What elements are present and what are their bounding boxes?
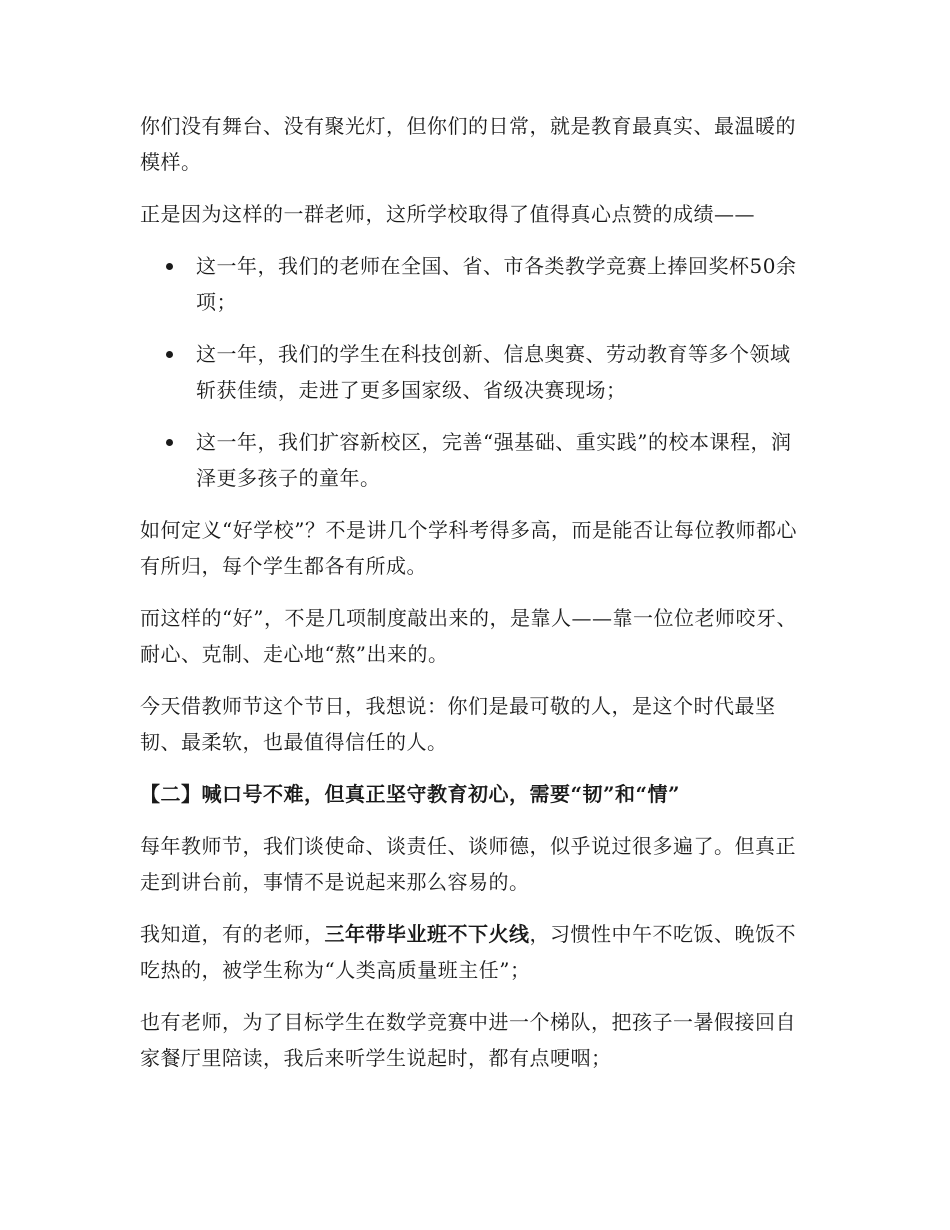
- paragraph: 也有老师，为了目标学生在数学竞赛中进一个梯队，把孩子一暑假接回自家餐厅里陪读，我后来听学生说起时，都有点哽咽；: [140, 1010, 796, 1070]
- paragraph: 而这样的“好”，不是几项制度敲出来的，是靠人——靠一位位老师咬牙、耐心、克制、走心地“熬”出来的。: [140, 606, 797, 666]
- list-item: [140, 248, 810, 320]
- bullet-icon: [166, 263, 173, 270]
- paragraph: 如何定义“好学校”？不是讲几个学科考得多高，而是能否让每位教师都心有所归，每个学生都各有所成。: [140, 518, 797, 578]
- paragraph: 你们没有舞台、没有聚光灯，但你们的日常，就是教育最真实、最温暖的模样。: [140, 114, 796, 174]
- section-heading: 【二】喊口号不难，但真正坚守教育初心，需要“韧”和“情”: [140, 782, 681, 806]
- list-item-text: 这一年，我们的学生在科技创新、信息奥赛、劳动教育等多个领域斩获佳绩，走进了更多国家级、省级决赛现场；: [196, 342, 791, 402]
- paragraph-text: 我知道，有的老师，: [140, 922, 325, 946]
- paragraph: [140, 916, 810, 988]
- paragraph: 每年教师节，我们谈使命、谈责任、谈师德，似乎说过很多遍了。但真正走到讲台前，事情不是说起来那么容易的。: [140, 834, 796, 894]
- document-page: [140, 108, 810, 1092]
- bullet-icon: [166, 439, 173, 446]
- paragraph: 正是因为这样的一群老师，这所学校取得了值得真心点赞的成绩——: [140, 202, 755, 226]
- list-item: [140, 336, 810, 408]
- achievement-list: [140, 248, 810, 496]
- list-item-text: 这一年，我们的老师在全国、省、市各类教学竞赛上捧回奖杯50余项；: [196, 254, 797, 314]
- paragraph: 今天借教师节这个节日，我想说：你们是最可敬的人，是这个时代最坚韧、最柔软，也最值得信任的人。: [140, 694, 776, 754]
- paragraph-text: ，习惯性中午不吃饭、晚饭不吃热的，被学生称为“人类高质量班主任”；: [140, 922, 796, 982]
- emphasized-text: 三年带毕业班不下火线: [324, 922, 530, 946]
- list-item: [140, 424, 810, 496]
- list-item-text: 这一年，我们扩容新校区，完善“强基础、重实践”的校本课程，润泽更多孩子的童年。: [196, 430, 792, 490]
- bullet-icon: [166, 351, 173, 358]
